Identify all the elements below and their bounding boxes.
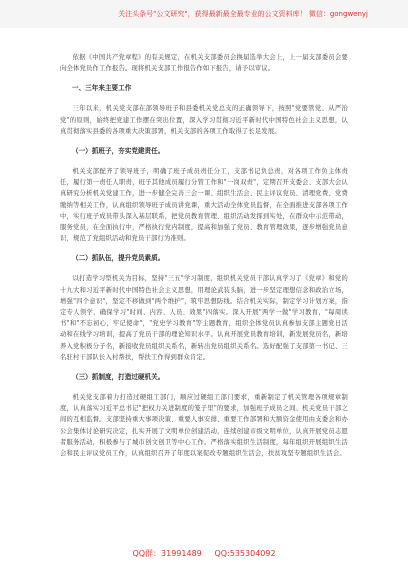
- footer-contact: QQ群：31991489 QQ:535304092: [132, 549, 276, 558]
- report-body: [60, 52, 348, 459]
- subsection-heading-3: （三）抓制度，打造过硬机关。: [72, 373, 165, 382]
- subsection-1-paragraph: 机关支部配齐了领导班子，明确了班子成员责任分工，支部书记负总责，对各项工作负主体责任，履行第一责任人职责，班子其他成员履行分管工作和"一岗双责"，定期召开支委会、支部大会认真研究分析机关党建工作，进一步健全完善三会一课、组织生活会、民主评议党员、清理党费、党费缴纳等相关工作，认真组织领导班子成员讲党课，重大活动全体党员监督，在全面推进支部各项工作中，实行班子成员带头深入基层联系，把党员教育管理、组织活动发挥到实处，在群众中示范带动，服务党员，在全面执行中，严格执行党内制度，提高和加强了党员、教育管理效果，逐步增强党员意识，规范了党组织活动和党员干部行为准则。: [60, 168, 348, 243]
- subsection-heading-1: （一）抓班子，夯实党建责任。: [72, 147, 165, 156]
- promo-banner-text: 关注头条号"公文研究"，获得最新最全最专业的公文资料库！ 微信：gongwenyj: [118, 10, 368, 18]
- promo-banner: [0, 0, 408, 28]
- subsection-2-paragraph: 以打造学习型机关为目标，坚持"三五"学习制度，组织机关党员干部认真学习了《党章》和党的十九大和习近平新时代中国特色社会主义思想，用理论武装头脑，进一步坚定理想信念和政治立场，增强"四个意识"，坚定不移做到"两个维护"，筑牢思想防线。结合机关实际，制定学习计划方案，指定专人领学，确保学习"时间、内容、人员、效果"四落实。深入开展"两学一做"学习教育，"每周读书"和"不忘初心，牢记使命"，"党史学习教育"等主题教育，组织全体党员认真参加支部主题党日活动和在线学习培训，提高了党员干部的理论知识水平。认真开展党员教育培训，新发展党员名，新培养入党积极分子名，新接收党员组织关系名，新转出党员组织关系名。选好配强了支部第一书记、三名驻村干部队长入村帮扶，帮扶工作得到群众肯定。: [60, 275, 348, 361]
- section-heading-1: 一、三年来主要工作: [72, 84, 132, 93]
- subsection-3-paragraph: 机关党支部着力打造过硬组工部门，顺应过硬组工部门要求，重新制定了机关管理各项规章制度，认真落实习近平总书记"把权力关进制度的笼子里"的要求，加强班子成员之间、机关党员干部之间的互相监督。支部坚持重大事项决策、重要人事安排、重要工作部署和大额资金使用由支委会和办公会集体讨论研究决定，扎实开展了文明单位创建活动，连续创建市级文明单位，认真开展党员志愿者服务活动，积极参与了城市创文创卫等中心工作。严格落实组织生活制度，每年组织开展组织生活会和民主评议党员工作，认真组织召开了年度以案促改专题组织生活会，扶贫攻坚专题组织生活会。: [60, 394, 348, 458]
- subsection-heading-2: （二）抓队伍，提升党员素质。: [72, 254, 165, 263]
- section-1-paragraph: 三年以来，机关党支部在部领导班子和县委机关党总支的正确领导下，按照"党要管党、从严治党"的原则，始终把党建工作摆在突出位置，深入学习贯彻习近平新时代中国特色社会主义思想，认真贯彻落实县委的各项重大决策部署，机关支部的各项工作取得了长足发展。: [60, 105, 348, 135]
- intro-paragraph: 依据《中国共产党章程》的有关规定，在机关支部委员会换届选举大会上，上一届支部委员会要向全体党员作工作报告。现将机关支部工作报告作如下报告，请予以审议。: [60, 54, 348, 73]
